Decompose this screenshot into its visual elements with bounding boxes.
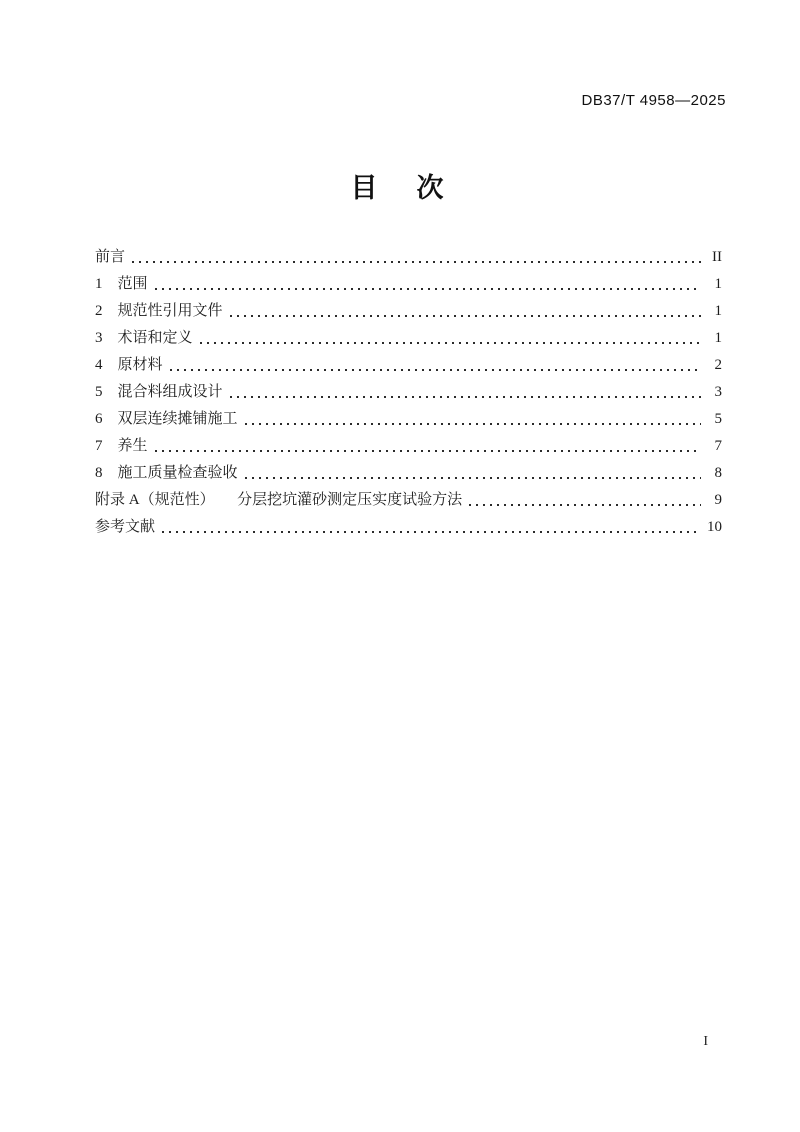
toc-entry-page: 9	[714, 492, 722, 508]
dot-leader	[245, 477, 701, 479]
toc-entry	[95, 456, 722, 483]
toc-entry-page: 8	[714, 465, 722, 481]
toc-entry-page: 3	[714, 384, 722, 400]
toc-entry-page: 2	[714, 357, 722, 373]
toc-entry-label: 3 术语和定义	[95, 330, 193, 346]
toc-entry-label: 6 双层连续摊铺施工	[95, 411, 238, 427]
page-title: 目 次	[350, 173, 450, 203]
toc-entry	[95, 483, 722, 510]
toc-entry-page: II	[712, 249, 722, 265]
toc-entry	[95, 429, 722, 456]
toc-entry-page: 5	[714, 411, 722, 427]
dot-leader	[132, 261, 701, 263]
dot-leader	[200, 342, 701, 344]
toc-entry-label: 附录 A（规范性） 分层挖坑灌砂测定压实度试验方法	[95, 492, 463, 508]
standard-number: DB37/T 4958—2025	[581, 92, 726, 109]
toc-entry	[95, 375, 722, 402]
toc-entry-label: 4 原材料	[95, 357, 163, 373]
dot-leader	[155, 288, 701, 290]
toc-entry-label: 参考文献	[95, 519, 156, 535]
dot-leader	[469, 504, 701, 506]
dot-leader	[230, 315, 701, 317]
dot-leader	[170, 369, 701, 371]
dot-leader	[155, 450, 701, 452]
toc-entry	[95, 240, 722, 267]
toc-entry-label: 7 养生	[95, 438, 148, 454]
toc-entry	[95, 321, 722, 348]
table-of-contents	[95, 240, 722, 537]
toc-entry-label: 5 混合料组成设计	[95, 384, 223, 400]
toc-entry	[95, 267, 722, 294]
toc-entry-label: 1 范围	[95, 276, 148, 292]
toc-entry-label: 2 规范性引用文件	[95, 303, 223, 319]
dot-leader	[230, 396, 701, 398]
toc-entry	[95, 294, 722, 321]
toc-entry-page: 1	[714, 276, 722, 292]
dot-leader	[162, 531, 701, 533]
toc-entry-page: 1	[714, 303, 722, 319]
toc-entry	[95, 510, 722, 537]
toc-entry-page: 10	[707, 519, 722, 535]
toc-entry	[95, 348, 722, 375]
toc-entry-page: 1	[714, 330, 722, 346]
dot-leader	[245, 423, 701, 425]
footer-page-number: I	[703, 1034, 708, 1049]
toc-entry-label: 前言	[95, 249, 126, 265]
toc-entry-page: 7	[714, 438, 722, 454]
toc-entry	[95, 402, 722, 429]
toc-entry-label: 8 施工质量检查验收	[95, 465, 238, 481]
